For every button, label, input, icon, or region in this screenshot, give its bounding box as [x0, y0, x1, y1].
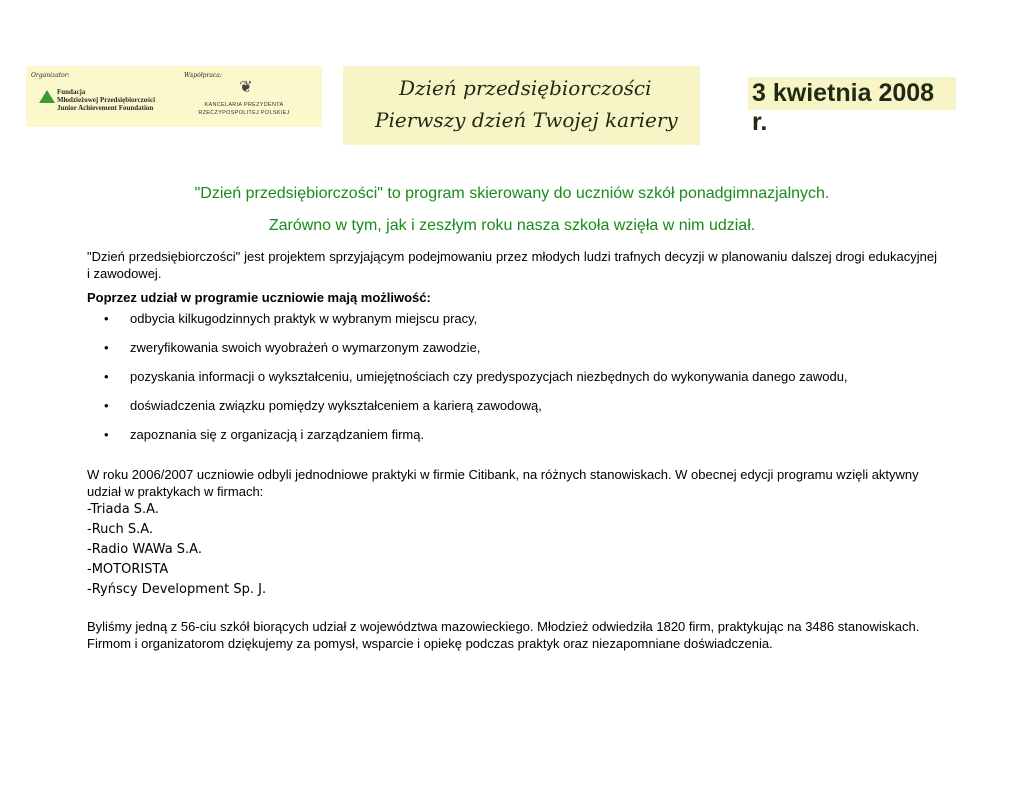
companies-list	[87, 500, 266, 600]
foundation-line: Junior Achievement Foundation	[57, 104, 154, 112]
banner-title: Dzień przedsiębiorczości	[399, 76, 652, 100]
closing-thanks: Firmom i organizatorom dziękujemy za pomysł, wsparcie i opiekę podczas praktyk oraz niezapomniane doświadczenia.	[87, 636, 773, 651]
company-item: -Triada S.A.	[87, 502, 159, 517]
list-item: • zweryfikowania swoich wyobrażeń o wymarzonym zawodzie,	[104, 339, 984, 368]
practice-paragraph: W roku 2006/2007 uczniowie odbyli jednodniowe praktyki w firmie Citibank, na różnych stanowiskach. W obecnej edycji programu wzięli aktywny udział w praktykach w firmach:	[87, 467, 919, 499]
organizer-caption: Organizator:	[31, 72, 70, 79]
list-item: • odbycia kilkugodzinnych praktyk w wybranym miejscu pracy,	[104, 310, 984, 339]
foundation-triangle-icon	[39, 90, 55, 103]
foundation-logo-text	[57, 88, 155, 112]
intro-paragraph: "Dzień przedsiębiorczości" jest projektem sprzyjającym podejmowaniu przez młodych ludzi trafnych decyzji w planowaniu dalszej drogi edukacyjnej i zawodowej.	[87, 249, 937, 281]
list-item: • zapoznania się z organizacją i zarządzaniem firmą.	[104, 426, 984, 455]
opportunities-list	[104, 310, 984, 455]
headline-participation: Zarówno w tym, jak i zeszłym roku nasza szkoła wzięła w nim udział.	[268, 217, 756, 234]
foundation-line: Fundacja	[57, 88, 86, 96]
sponsor-logo-banner	[26, 66, 322, 127]
company-item: -MOTORISTA	[87, 562, 169, 577]
company-item: -Ruch S.A.	[87, 522, 154, 537]
list-item: • pozyskania informacji o wykształceniu, umiejętnościach czy predyspozycjach niezbędnych do wykonywania danego zawodu,	[104, 368, 984, 397]
kancelaria-line: RZECZYPOSPOLITEJ POLSKIEJ	[198, 110, 290, 116]
kancelaria-logo-text	[194, 101, 294, 117]
closing-stats: Byliśmy jedną z 56-ciu szkół biorących udział z województwa mazowieckiego. Młodzież odwiedziła 1820 firm, praktykując na 3486 stanowiskach.	[87, 619, 920, 634]
banner-subtitle: Pierwszy dzień Twojej kariery	[375, 108, 678, 132]
closing-paragraph	[87, 618, 937, 652]
date-banner	[748, 77, 956, 136]
opportunities-heading: Poprzez udział w programie uczniowie mają możliwość:	[87, 290, 431, 305]
polish-eagle-icon: ❦	[239, 79, 253, 96]
cooperation-caption: Współpraca:	[184, 72, 222, 79]
kancelaria-line: KANCELARIA PREZYDENTA	[204, 102, 284, 108]
headline-program: "Dzień przedsiębiorczości" to program skierowany do uczniów szkół ponadgimnazjalnych.	[194, 185, 830, 202]
foundation-line: Młodzieżowej Przedsiębiorczości	[57, 96, 156, 104]
list-item: • doświadczenia związku pomiędzy wykształceniem a karierą zawodową,	[104, 397, 984, 426]
event-date: 3 kwietnia 2008 r.	[752, 79, 935, 136]
company-item: -Ryńscy Development Sp. J.	[87, 582, 267, 597]
company-item: -Radio WAWa S.A.	[87, 542, 202, 557]
title-banner	[343, 66, 700, 145]
